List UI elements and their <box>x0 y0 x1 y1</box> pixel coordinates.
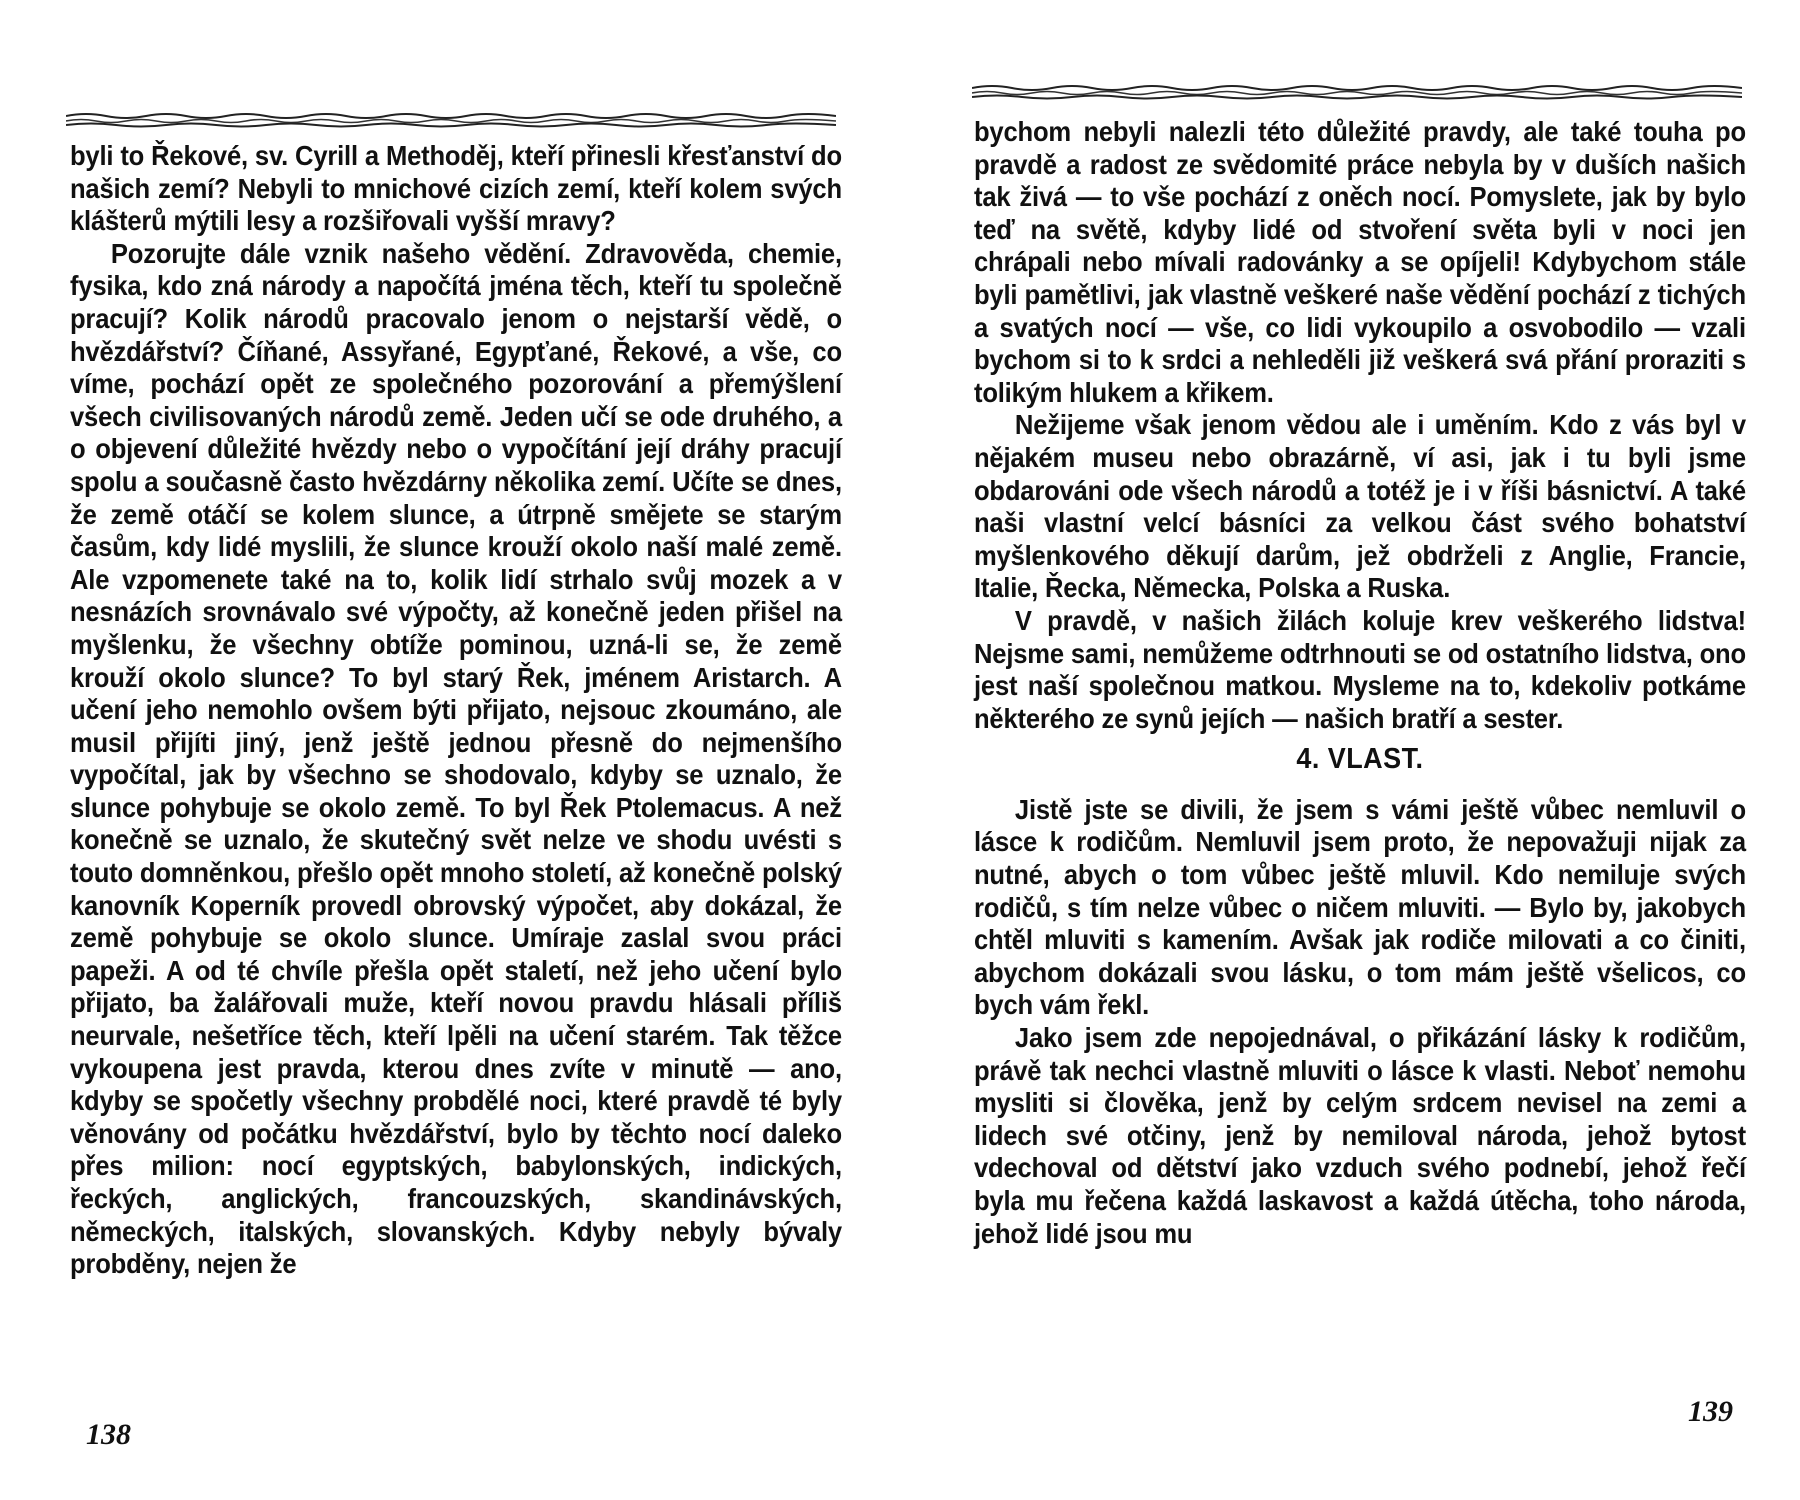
right-text-block <box>974 116 1746 1250</box>
left-text-block <box>70 140 842 1281</box>
page-number: 138 <box>86 1418 131 1451</box>
paragraph: V pravdě, v našich žilách koluje krev veškerého lidstva! Nejsme sami, nemůžeme odtrhnouti se od ostatního lidstva, ono jest naší společnou matkou. Mysleme na to, kdekoliv potkáme některého ze synů jejích — našich bratří a sester. <box>974 604 1746 734</box>
top-ornament <box>66 112 836 128</box>
paragraph: byli to Řekové, sv. Cyrill a Methoděj, kteří přinesli křesťanství do našich zemí? Nebyli to mnichové cizích zemí, kteří kolem svých klášterů mýtili lesy a rozšiřovali vyšší mravy? <box>70 140 842 237</box>
paragraph: Nežijeme však jenom vědou ale i uměním. Kdo z vás byl v nějakém museu nebo obrazárně, ví asi, jak i tu byli jsme obdarováni ode všech národů a totéž je i v říši básnictví. A také naši vlastní velcí básníci za velkou část svého bohatství myšlenkového děkují darům, jež obdrželi z Anglie, Francie, Italie, Řecka, Německa, Polska a Ruska. <box>974 409 1746 604</box>
right-page <box>900 0 1800 1500</box>
paragraph: Jako jsem zde nepojednával, o přikázání lásky k rodičům, právě tak nechci vlastně mluviti o lásce k vlasti. Neboť nemohu mysliti si člověka, jenž by celým srdcem nevisel na zemi a lidech své otčiny, jenž by nemiloval národa, jehož bytost vdechoval od dětství jako vzduch svého podnebí, jehož řečí byla mu řečena každá laskavost a každá útěcha, toho národa, jehož lidé jsou mu <box>974 1022 1746 1249</box>
paragraph: bychom nebyli nalezli této důležité pravdy, ale také touha po pravdě a radost ze svědomité práce nebyla by v duších našich tak živá — to vše pochází z oněch nocí. Pomyslete, jak by bylo teď na světě, kdyby lidé od stvoření světa byli v noci jen chrápali nebo mívali radovánky a se opíjeli! Kdybychom stále byli pamětlivi, jak vlastně veškeré naše vědění pochází z tichých a svatých nocí — vše, co lidi vykoupilo a osvobodilo — vzali bychom si to k srdci a nehleděli již veškerá svá přání proraziti s tolikým hlukem a křikem. <box>974 116 1746 408</box>
top-ornament <box>972 84 1742 100</box>
page-number: 139 <box>1688 1395 1733 1428</box>
paragraph: Jistě jste se divili, že jsem s vámi ještě vůbec nemluvil o lásce k rodičům. Nemluvil jsem proto, že nepovažuji nijak za nutné, abych o tom vůbec ještě mluvil. Kdo nemiluje svých rodičů, s tím nelze vůbec o ničem mluviti. — Bylo by, jakobych chtěl mluviti s kamením. Avšak jak rodiče milovati a co činiti, abychom dokázali svou lásku, o tom mám ještě všelicos, co bych vám řekl. <box>974 793 1746 1021</box>
section-heading: 4. VLAST. <box>1296 743 1424 776</box>
paragraph: Pozorujte dále vznik našeho vědění. Zdravověda, chemie, fysika, kdo zná národy a napočítá jména těch, kteří tu společně pracují? Kolik národů pracovalo jenom o nejstarší vědě, o hvězdářství? Číňané, Assyřané, Egypťané, Řekové, a vše, co víme, pochází opět ze společného pozorování a přemýšlení všech civilisovaných národů země. Jeden učí se ode druhého, a o objevení důležité hvězdy nebo o vypočítání její dráhy pracují spolu a současně často hvězdárny několika zemí. Učíte se dnes, že země otáčí se kolem slunce, a útrpně smějete se starým časům, kdy lidé myslili, že slunce krouží okolo naší malé země. Ale vzpomenete také na to, kolik lidí strhalo svůj mozek a v nesnázích srovnávalo své výpočty, až konečně jeden přišel na myšlenku, že všechny obtíže pominou, uzná-li se, že země krouží okolo slunce? To byl starý Řek, jménem Aristarch. A učení jeho nemohlo ovšem býti přijato, nejsouc zkoumáno, ale musil přijíti jiný, jenž ještě jednou přesně do nejmenšího vypočítal, jak by všechno se shodovalo, kdyby se uznalo, že slunce pohybuje se okolo země. To byl Řek Ptolemacus. A než konečně se uznalo, že skutečný svět nelze ve shodu uvésti s touto domněnkou, přešlo opět mnoho století, až konečně polský kanovník Koperník provedl obrovský výpočet, aby dokázal, že země pohybuje se okolo slunce. Umíraje zaslal svou práci papeži. A od té chvíle přešla opět staletí, než jeho učení bylo přijato, ba žalářovali muže, kteří novou pravdu hlásali příliš neurvale, nešetříce těch, kteří lpěli na učení starém. Tak těžce vykoupena jest pravda, kterou dnes zvíte v minutě — ano, kdyby se spočetly všechny probdělé noci, které pravdě té byly věnovány od počátku hvězdářství, bylo by těchto nocí daleko přes milion: nocí egyptských, babylonských, indických, řeckých, anglických, francouzských, skandinávských, německých, italských, slovanských. Kdyby nebyly bývaly probděny, nejen že <box>70 237 842 1280</box>
